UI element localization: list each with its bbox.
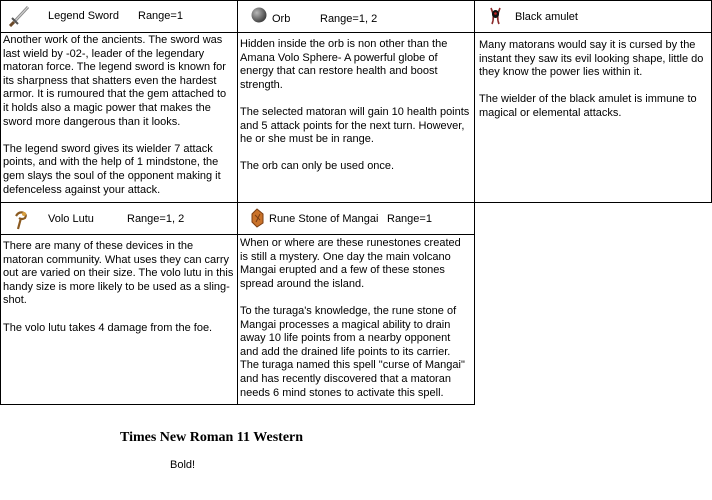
item-card-orb: [237, 0, 475, 203]
item-card-rune-stone: [237, 202, 475, 405]
item-description: [479, 39, 708, 121]
description-paragraph: Many matorans would say it is cursed by the instant they saw its evil looking shape, little do they know the power lies within it.: [479, 39, 704, 79]
orb-icon: [249, 5, 273, 29]
description-paragraph: The volo lutu takes 4 damage from the foe.: [3, 321, 213, 334]
footer-note: Bold!: [170, 459, 196, 471]
volo-lutu-icon: [13, 208, 37, 232]
item-range: Range=1, 2: [320, 13, 378, 25]
sword-icon: [9, 3, 33, 27]
item-header: [1, 1, 237, 33]
item-header: [238, 1, 474, 33]
description-paragraph: To the turaga's knowledge, the rune stone of Mangai processes a magical ability to drain away 10 life points from a nearby opponent and add the drained life points to its carrier. The turaga named this spell "curse of Mangai" and has recently discovered that a matoran needs 6 mind stones to activate this spell.: [240, 304, 465, 399]
item-range: Range=1: [138, 10, 183, 22]
description-paragraph: Hidden inside the orb is non other than the Amana Volo Sphere- A powerful globe of energy that can restore health and boost strength.: [240, 38, 448, 91]
item-name: Legend Sword: [48, 10, 119, 22]
item-card-legend-sword: [0, 0, 238, 203]
item-header: [238, 203, 474, 235]
item-description: [240, 38, 471, 174]
description-paragraph: The selected matoran will gain 10 health points and 5 attack points for the next turn. However, he or she must be in range.: [240, 105, 470, 146]
item-header: [475, 1, 711, 33]
description-paragraph: The wielder of the black amulet is immune to magical or elemental attacks.: [479, 93, 697, 119]
item-name: Volo Lutu: [48, 213, 94, 225]
item-name: Rune Stone of Mangai: [269, 213, 379, 225]
item-description: [240, 237, 471, 400]
description-paragraph: The orb can only be used once.: [240, 160, 395, 173]
footer-title: Times New Roman 11 Western: [120, 430, 304, 445]
item-description: [3, 34, 234, 197]
item-range: Range=1: [387, 213, 432, 225]
description-paragraph: When or where are these runestones created is still a mystery. One day the main volcano Mangai erupted and a few of these stones spread around the island.: [240, 237, 461, 290]
item-name: Black amulet: [515, 11, 578, 23]
item-card-volo-lutu: [0, 202, 238, 405]
item-name: Orb: [272, 13, 291, 25]
item-header: [1, 203, 237, 235]
item-description: [3, 240, 234, 335]
description-paragraph: There are many of these devices in the matoran community. What uses they can carry out are varied on their size. The volo lutu in this handy size is more likely to be used as a sling-shot.: [3, 240, 234, 307]
item-range: Range=1, 2: [127, 213, 185, 225]
description-paragraph: Another work of the ancients. The sword was last wield by -02-, leader of the legendary matoran force. The legend sword is known for its sharpness that shatters even the hardest armor. It is rumoured that the gem attached to it holds also a magic power that makes the sword more dangerous than it looks.: [3, 34, 227, 128]
item-card-black-amulet: [474, 0, 712, 203]
amulet-icon: [485, 4, 509, 28]
description-paragraph: The legend sword gives its wielder 7 attack points, and with the help of 1 mindstone, the gem slays the soul of the opponent making it defenceless against your attack.: [3, 142, 221, 196]
